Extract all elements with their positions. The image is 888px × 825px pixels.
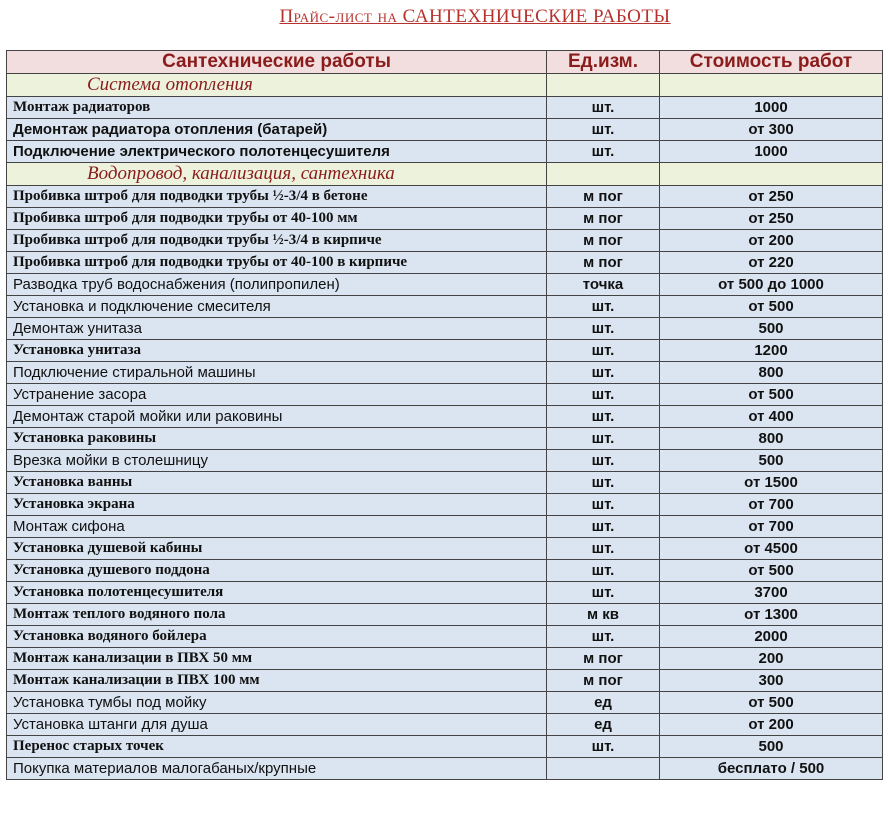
- unit-cell: шт.: [547, 406, 660, 428]
- unit-cell: м пог: [547, 208, 660, 230]
- table-row: [7, 362, 883, 384]
- cost-cell: 500: [660, 318, 883, 340]
- work-name-cell: Пробивка штроб для подводки трубы от 40-100 мм: [7, 208, 547, 230]
- column-header-unit: Ед.изм.: [547, 51, 660, 74]
- table-row: [7, 626, 883, 648]
- table-row: [7, 472, 883, 494]
- unit-cell: шт.: [547, 97, 660, 119]
- section-row: [7, 163, 883, 186]
- unit-cell: точка: [547, 274, 660, 296]
- cost-cell: от 200: [660, 714, 883, 736]
- work-name-cell: Установка полотенцесушителя: [7, 582, 547, 604]
- column-header-works: Сантехнические работы: [7, 51, 547, 74]
- unit-cell: шт.: [547, 384, 660, 406]
- table-row: [7, 274, 883, 296]
- work-name-cell: Установка раковины: [7, 428, 547, 450]
- table-row: [7, 97, 883, 119]
- table-row: [7, 406, 883, 428]
- table-row: [7, 296, 883, 318]
- table-body: [7, 74, 883, 780]
- section-empty-cell: [660, 74, 883, 97]
- work-name-cell: Установка экрана: [7, 494, 547, 516]
- unit-cell: [547, 758, 660, 780]
- work-name-cell: Покупка материалов малогабаных/крупные: [7, 758, 547, 780]
- table-row: [7, 186, 883, 208]
- table-row: [7, 252, 883, 274]
- work-name-cell: Демонтаж унитаза: [7, 318, 547, 340]
- table-row: [7, 230, 883, 252]
- unit-cell: шт.: [547, 736, 660, 758]
- cost-cell: 1200: [660, 340, 883, 362]
- cost-cell: от 500: [660, 296, 883, 318]
- cost-cell: от 500 до 1000: [660, 274, 883, 296]
- section-title: Водопровод, канализация, сантехника: [7, 163, 547, 186]
- table-row: [7, 450, 883, 472]
- cost-cell: 1000: [660, 141, 883, 163]
- cost-cell: от 500: [660, 560, 883, 582]
- work-name-cell: Пробивка штроб для подводки трубы ½-3/4 в бетоне: [7, 186, 547, 208]
- cost-cell: 200: [660, 648, 883, 670]
- unit-cell: шт.: [547, 428, 660, 450]
- unit-cell: шт.: [547, 362, 660, 384]
- unit-cell: шт.: [547, 494, 660, 516]
- table-row: [7, 428, 883, 450]
- unit-cell: шт.: [547, 141, 660, 163]
- table-row: [7, 604, 883, 626]
- cost-cell: от 700: [660, 494, 883, 516]
- work-name-cell: Пробивка штроб для подводки трубы от 40-100 в кирпиче: [7, 252, 547, 274]
- cost-cell: от 500: [660, 384, 883, 406]
- unit-cell: м пог: [547, 252, 660, 274]
- table-row: [7, 494, 883, 516]
- cost-cell: от 250: [660, 208, 883, 230]
- unit-cell: шт.: [547, 450, 660, 472]
- unit-cell: шт.: [547, 318, 660, 340]
- section-empty-cell: [547, 163, 660, 186]
- cost-cell: от 220: [660, 252, 883, 274]
- work-name-cell: Монтаж сифона: [7, 516, 547, 538]
- unit-cell: шт.: [547, 626, 660, 648]
- price-table: [6, 50, 883, 780]
- cost-cell: от 300: [660, 119, 883, 141]
- work-name-cell: Монтаж радиаторов: [7, 97, 547, 119]
- work-name-cell: Установка душевой кабины: [7, 538, 547, 560]
- work-name-cell: Монтаж теплого водяного пола: [7, 604, 547, 626]
- work-name-cell: Монтаж канализации в ПВХ 50 мм: [7, 648, 547, 670]
- cost-cell: 500: [660, 736, 883, 758]
- table-row: [7, 758, 883, 780]
- unit-cell: м пог: [547, 230, 660, 252]
- table-header-row: [7, 51, 883, 74]
- table-row: [7, 141, 883, 163]
- cost-cell: от 250: [660, 186, 883, 208]
- work-name-cell: Врезка мойки в столешницу: [7, 450, 547, 472]
- unit-cell: ед: [547, 692, 660, 714]
- work-name-cell: Перенос старых точек: [7, 736, 547, 758]
- work-name-cell: Демонтаж радиатора отопления (батарей): [7, 119, 547, 141]
- unit-cell: м пог: [547, 186, 660, 208]
- work-name-cell: Установка душевого поддона: [7, 560, 547, 582]
- cost-cell: 3700: [660, 582, 883, 604]
- section-row: [7, 74, 883, 97]
- unit-cell: шт.: [547, 538, 660, 560]
- table-row: [7, 208, 883, 230]
- table-row: [7, 384, 883, 406]
- table-row: [7, 648, 883, 670]
- section-empty-cell: [547, 74, 660, 97]
- table-row: [7, 318, 883, 340]
- cost-cell: 800: [660, 362, 883, 384]
- unit-cell: м кв: [547, 604, 660, 626]
- unit-cell: шт.: [547, 516, 660, 538]
- table-row: [7, 516, 883, 538]
- unit-cell: шт.: [547, 472, 660, 494]
- work-name-cell: Разводка труб водоснабжения (полипропилен): [7, 274, 547, 296]
- table-row: [7, 736, 883, 758]
- table-row: [7, 119, 883, 141]
- work-name-cell: Установка и подключение смесителя: [7, 296, 547, 318]
- work-name-cell: Пробивка штроб для подводки трубы ½-3/4 в кирпиче: [7, 230, 547, 252]
- unit-cell: шт.: [547, 296, 660, 318]
- cost-cell: от 500: [660, 692, 883, 714]
- cost-cell: 800: [660, 428, 883, 450]
- page-title: Прайс-лист на САНТЕХНИЧЕСКИЕ РАБОТЫ: [279, 6, 671, 27]
- table-row: [7, 692, 883, 714]
- cost-cell: от 200: [660, 230, 883, 252]
- section-empty-cell: [660, 163, 883, 186]
- table-row: [7, 714, 883, 736]
- unit-cell: шт.: [547, 119, 660, 141]
- unit-cell: м пог: [547, 648, 660, 670]
- section-title: Система отопления: [7, 74, 547, 97]
- table-row: [7, 582, 883, 604]
- unit-cell: шт.: [547, 582, 660, 604]
- cost-cell: бесплато / 500: [660, 758, 883, 780]
- cost-cell: от 400: [660, 406, 883, 428]
- unit-cell: ед: [547, 714, 660, 736]
- work-name-cell: Установка водяного бойлера: [7, 626, 547, 648]
- work-name-cell: Демонтаж старой мойки или раковины: [7, 406, 547, 428]
- work-name-cell: Установка штанги для душа: [7, 714, 547, 736]
- table-row: [7, 538, 883, 560]
- work-name-cell: Установка унитаза: [7, 340, 547, 362]
- unit-cell: шт.: [547, 340, 660, 362]
- cost-cell: от 1500: [660, 472, 883, 494]
- cost-cell: 2000: [660, 626, 883, 648]
- table-row: [7, 670, 883, 692]
- work-name-cell: Подключение электрического полотенцесушителя: [7, 141, 547, 163]
- column-header-cost: Стоимость работ: [660, 51, 883, 74]
- cost-cell: 300: [660, 670, 883, 692]
- table-row: [7, 560, 883, 582]
- work-name-cell: Устранение засора: [7, 384, 547, 406]
- cost-cell: 1000: [660, 97, 883, 119]
- work-name-cell: Установка тумбы под мойку: [7, 692, 547, 714]
- unit-cell: м пог: [547, 670, 660, 692]
- work-name-cell: Установка ванны: [7, 472, 547, 494]
- table-row: [7, 340, 883, 362]
- work-name-cell: Монтаж канализации в ПВХ 100 мм: [7, 670, 547, 692]
- cost-cell: 500: [660, 450, 883, 472]
- work-name-cell: Подключение стиральной машины: [7, 362, 547, 384]
- cost-cell: от 1300: [660, 604, 883, 626]
- unit-cell: шт.: [547, 560, 660, 582]
- cost-cell: от 700: [660, 516, 883, 538]
- cost-cell: от 4500: [660, 538, 883, 560]
